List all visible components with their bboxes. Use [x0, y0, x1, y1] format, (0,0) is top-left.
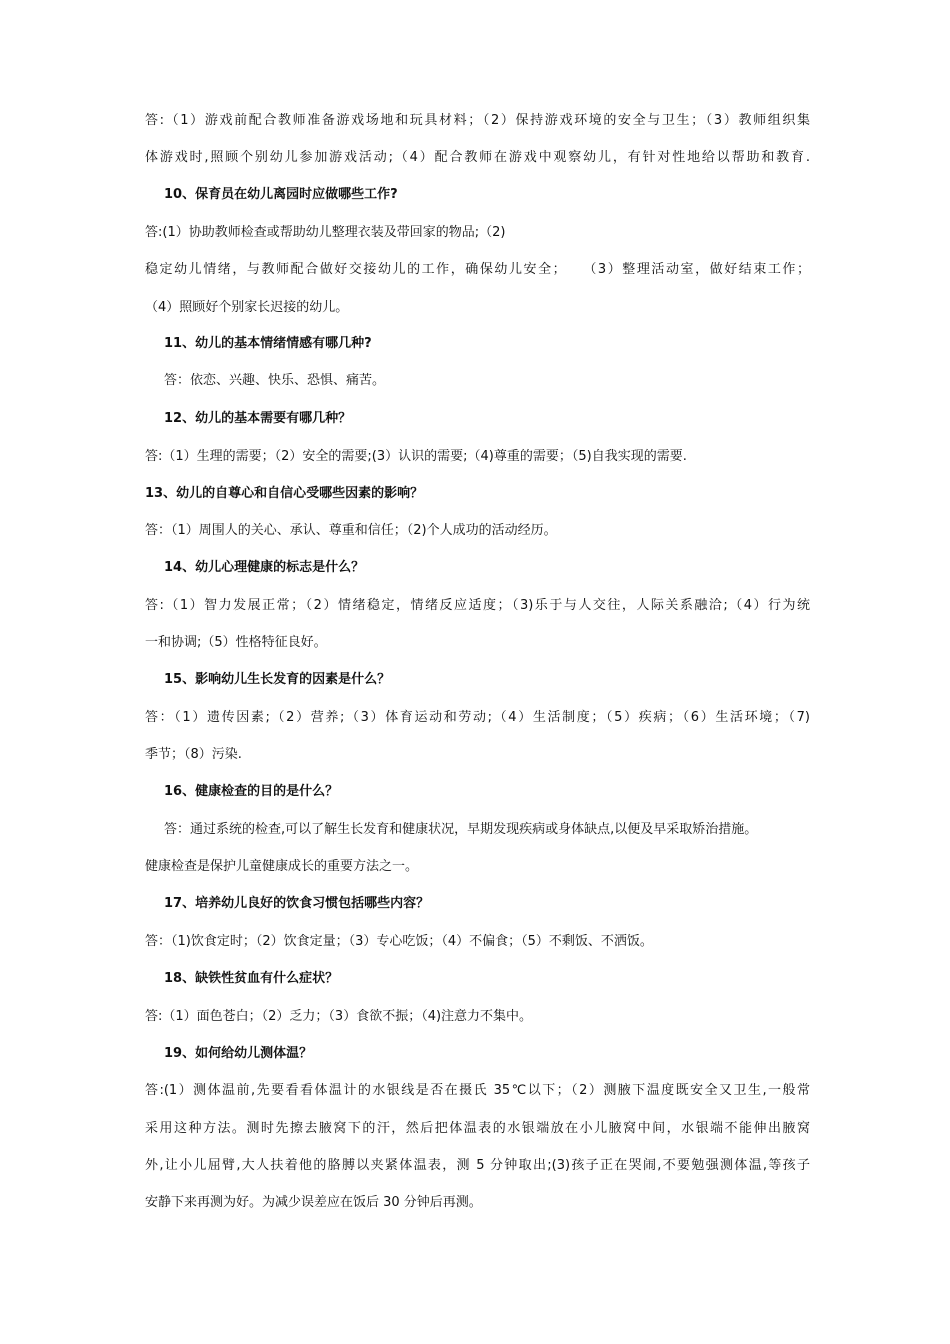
answer-19-line-1: 答:(1）测体温前,先要看看体温计的水银线是否在摄氏 35℃以下；（2）测腋下温度既安全又卫生,一般常 — [145, 1083, 810, 1098]
answer-9-line-2: 体游戏时,照顾个别幼儿参加游戏活动;（4）配合教师在游戏中观察幼儿，有针对性地给以帮助和教育. — [145, 150, 810, 165]
answer-10-line-2: 稳定幼儿情绪，与教师配合做好交接幼儿的工作，确保幼儿安全； （3）整理活动室，做好结束工作； — [145, 262, 810, 277]
question-19: 19、如何给幼儿测体温？ — [164, 1046, 313, 1061]
answer-16-line-2: 健康检查是保护儿童健康成长的重要方法之一。 — [145, 859, 419, 874]
question-16: 16、健康检查的目的是什么？ — [164, 784, 339, 799]
question-11: 11、幼儿的基本情绪情感有哪几种? — [164, 336, 372, 351]
question-18: 18、缺铁性贫血有什么症状？ — [164, 971, 339, 986]
answer-19-line-4: 安静下来再测为好。为减少误差应在饭后 30 分钟后再测。 — [145, 1195, 482, 1210]
answer-18: 答:（1）面色苍白；（2）乏力；（3）食欲不振；（4)注意力不集中。 — [145, 1009, 533, 1024]
answer-15-line-2: 季节；（8）污染. — [145, 747, 242, 762]
answer-13: 答：（1）周围人的关心、承认、尊重和信任；（2)个人成功的活动经历。 — [145, 523, 557, 538]
answer-19-line-3: 外,让小儿屈臂,大人扶着他的胳膊以夹紧体温表，测 5 分钟取出;(3)孩子正在哭闹,不要勉强测体温,等孩子 — [145, 1158, 810, 1173]
answer-12: 答:（1）生理的需要；（2）安全的需要;(3）认识的需要;（4)尊重的需要；（5)自我实现的需要. — [145, 449, 687, 464]
answer-11: 答：依恋、兴趣、快乐、恐惧、痛苦。 — [164, 373, 386, 388]
answer-14-line-1: 答:（1）智力发展正常；（2）情绪稳定，情绪反应适度；（3)乐于与人交往，人际关系融洽;（4）行为统 — [145, 598, 810, 613]
answer-14-line-2: 一和协调;（5）性格特征良好。 — [145, 635, 327, 650]
answer-10-line-1: 答:(1）协助教师检查或帮助幼儿整理衣装及带回家的物品;（2) — [145, 225, 506, 240]
answer-15-line-1: 答：（1）遗传因素;（2）营养;（3）体育运动和劳动;（4）生活制度；（5）疾病；（6）生活环境；（7) — [145, 710, 810, 725]
answer-17: 答：（1)饮食定时；（2）饮食定量；（3）专心吃饭；（4）不偏食；（5）不剩饭、不洒饭。 — [145, 934, 653, 949]
answer-19-line-2: 采用这种方法。测时先擦去腋窝下的汗，然后把体温表的水银端放在小儿腋窝中间，水银端不能伸出腋窝 — [145, 1121, 810, 1136]
question-14: 14、幼儿心理健康的标志是什么？ — [164, 560, 365, 575]
answer-16-line-1: 答：通过系统的检查,可以了解生长发育和健康状况，早期发现疾病或身体缺点,以便及早采取矫治措施。 — [164, 822, 758, 837]
question-12: 12、幼儿的基本需要有哪几种？ — [164, 411, 352, 426]
answer-10-line-3: （4）照顾好个别家长迟接的幼儿。 — [145, 300, 349, 315]
question-15: 15、影响幼儿生长发育的因素是什么？ — [164, 672, 391, 687]
question-17: 17、培养幼儿良好的饮食习惯包括哪些内容？ — [164, 896, 430, 911]
question-13: 13、幼儿的自尊心和自信心受哪些因素的影响？ — [145, 486, 424, 501]
answer-9-line-1: 答:（1）游戏前配合教师准备游戏场地和玩具材料；（2）保持游戏环境的安全与卫生；（3）教师组织集 — [145, 113, 810, 128]
question-10: 10、保育员在幼儿离园时应做哪些工作? — [164, 187, 398, 202]
